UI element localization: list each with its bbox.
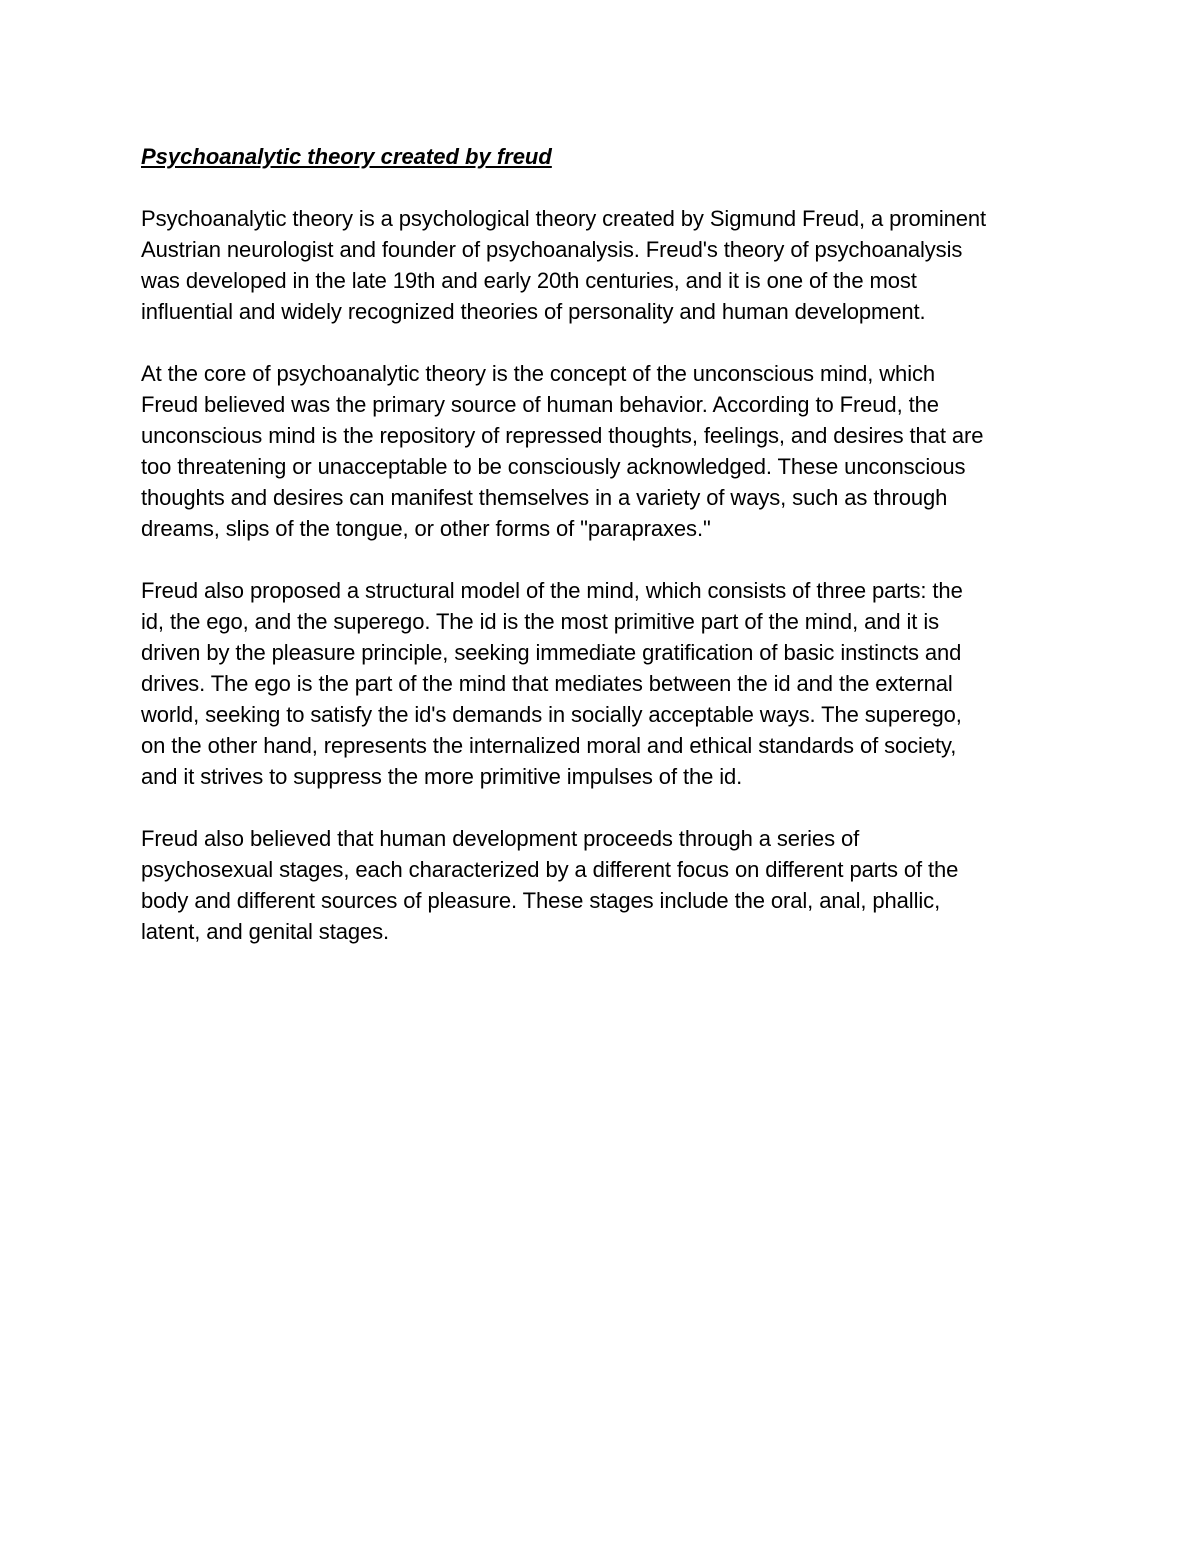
text-line: At the core of psychoanalytic theory is the concept of the unconscious mind, which: [141, 361, 936, 386]
text-line: psychosexual stages, each characterized by a different focus on different parts of the: [141, 857, 959, 882]
text-line: thoughts and desires can manifest themselves in a variety of ways, such as through: [141, 485, 948, 510]
text-line: driven by the pleasure principle, seeking immediate gratification of basic instincts and: [141, 640, 962, 665]
text-line: drives. The ego is the part of the mind that mediates between the id and the external: [141, 671, 953, 696]
text-line: Psychoanalytic theory is a psychological theory created by Sigmund Freud, a prominent: [141, 206, 987, 231]
paragraph-structural-model: [141, 575, 1071, 792]
text-line: Austrian neurologist and founder of psychoanalysis. Freud's theory of psychoanalysis: [141, 237, 963, 262]
text-line: Freud believed was the primary source of human behavior. According to Freud, the: [141, 392, 939, 417]
paragraph-psychosexual-stages: [141, 823, 1071, 947]
text-line: id, the ego, and the superego. The id is the most primitive part of the mind, and it is: [141, 609, 940, 634]
text-line: Freud also proposed a structural model of the mind, which consists of three parts: the: [141, 578, 963, 603]
text-line: and it strives to suppress the more primitive impulses of the id.: [141, 764, 743, 789]
text-line: Freud also believed that human development proceeds through a series of: [141, 826, 860, 851]
paragraph-unconscious-mind: [141, 358, 1071, 544]
text-line: was developed in the late 19th and early 20th centuries, and it is one of the most: [141, 268, 917, 293]
text-line: on the other hand, represents the internalized moral and ethical standards of society,: [141, 733, 957, 758]
paragraph-intro: [141, 203, 1071, 327]
document-title: Psychoanalytic theory created by freud: [141, 144, 552, 169]
text-line: influential and widely recognized theories of personality and human development.: [141, 299, 926, 324]
text-line: too threatening or unacceptable to be consciously acknowledged. These unconscious: [141, 454, 966, 479]
document-body: [141, 141, 1071, 978]
text-line: dreams, slips of the tongue, or other forms of "parapraxes.": [141, 516, 711, 541]
text-line: body and different sources of pleasure. These stages include the oral, anal, phallic,: [141, 888, 941, 913]
text-line: world, seeking to satisfy the id's demands in socially acceptable ways. The superego,: [141, 702, 962, 727]
text-line: latent, and genital stages.: [141, 919, 390, 944]
text-line: unconscious mind is the repository of repressed thoughts, feelings, and desires that are: [141, 423, 984, 448]
